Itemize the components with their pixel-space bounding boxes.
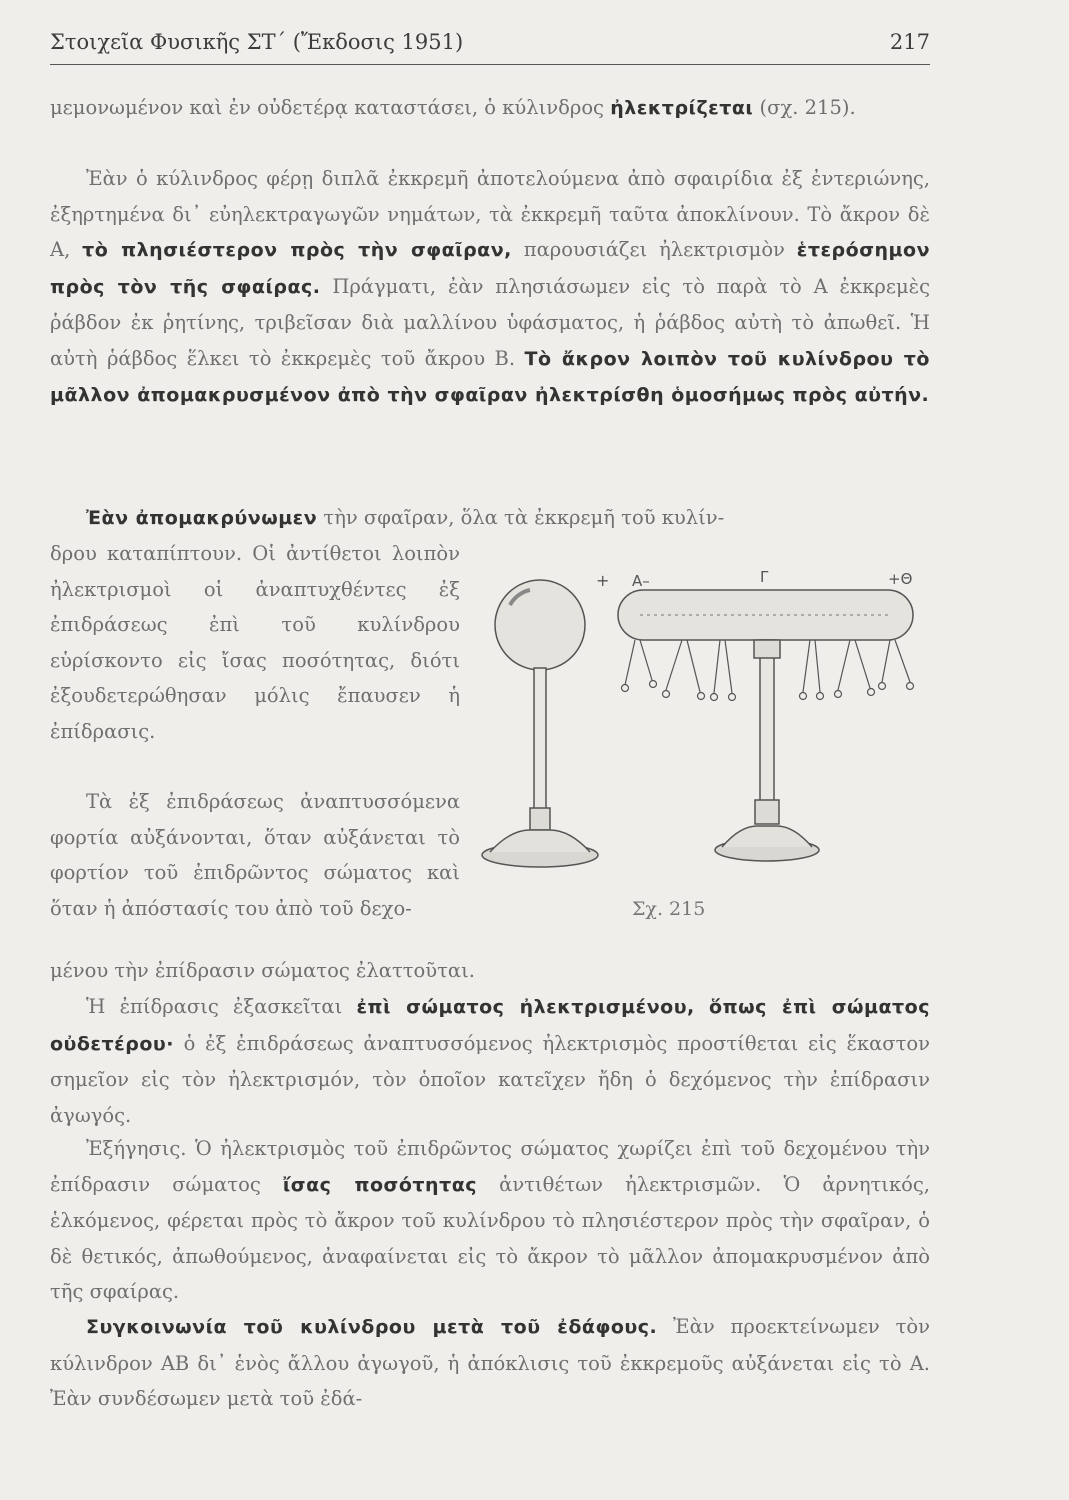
figure-label-a: A–	[632, 572, 650, 590]
paragraph-4-narrow: Τὰ ἐξ ἐπιδράσεως ἀναπτυσσόμενα φορτία αὐξάνονται, ὅταν αὐξάνεται τὸ φορτίον τοῦ ἐπιδρῶντος σώματος καὶ ὅταν ἡ ἀπόστασίς του ἀπὸ τοῦ δεχο-	[50, 790, 460, 920]
paragraph-6: Ἐξήγησις. Ὁ ἠλεκτρισμὸς τοῦ ἐπιδρῶντος σώματος χωρίζει ἐπὶ τοῦ δεχομένου τὴν ἐπίδρασιν σώματος ἴσας ποσότητας ἀντιθέτων ἠλεκτρισμῶν. Ὁ ἀρνητικός, ἑλκόμενος, φέρεται πρὸς τὸ ἄκρον τοῦ κυλίνδρου τὸ πλησιέστερον πρὸς τὴν σφαῖραν, ὁ δὲ θετικός, ἀπωθούμενος, ἀναφαίνεται εἰς τὸ ἄκρον τὸ μᾶλλον ἀπομακρυσμένον ἀπὸ τῆς σφαίρας.	[50, 1137, 930, 1303]
paragraph-4-end: μένου τὴν ἐπίδρασιν σώματος ἐλαττοῦται.	[50, 959, 475, 982]
paragraph-3-start: Ἐὰν ἀπομακρύνωμεν τὴν σφαῖραν, ὅλα τὰ ἐκκρεμῆ τοῦ κυλίν-	[86, 506, 725, 529]
paragraph-1: μεμονωμένον καὶ ἐν οὐδετέρᾳ καταστάσει, ὁ κύλινδρος ἠλεκτρίζεται (σχ. 215).	[50, 96, 856, 119]
running-header	[50, 30, 930, 65]
paragraph-2: Ἐὰν ὁ κύλινδρος φέρῃ διπλᾶ ἐκκρεμῆ ἀποτελούμενα ἀπὸ σφαιρίδια ἐξ ἐντεριώνης, ἐξηρτημένα δι᾽ εὐηλεκτραγωγῶν νημάτων, τὰ ἐκκρεμῆ ταῦτα ἀποκλίνουν. Τὸ ἄκρον δὲ Α, τὸ πλησιέστερον πρὸς τὴν σφαῖραν, παρουσιάζει ἠλεκτρισμὸν ἑτερόσημον πρὸς τὸν τῆς σφαίρας. Πράγματι, ἐὰν πλησιάσωμεν εἰς τὸ παρὰ τὸ Α ἐκκρεμὲς ῥάβδον ἐκ ῥητίνης, τριβεῖσαν διὰ μαλλίνου ὑφάσματος, ἡ ῥάβδος αὐτὴ τὸ ἀπωθεῖ. Ἡ αὐτὴ ῥάβδος ἕλκει τὸ ἐκκρεμὲς τοῦ ἄκρου Β. Τὸ ἄκρον λοιπὸν τοῦ κυλίνδρου τὸ μᾶλλον ἀπομακρυσμένον ἀπὸ τὴν σφαῖραν ἠλεκτρίσθη ὁμοσήμως πρὸς αὐτήν.	[50, 167, 931, 406]
header-title: Στοιχεῖα Φυσικῆς ΣΤ΄ (Ἔκδοσις 1951)	[50, 30, 464, 54]
figure-label-b: +Θ	[888, 570, 913, 588]
figure-label-g: Γ	[760, 568, 769, 586]
charged-sphere	[482, 580, 598, 867]
insulated-cylinder	[618, 590, 913, 861]
figure-label-plus: +	[596, 571, 610, 590]
paragraph-3-narrow: δρου καταπίπτουν. Οἱ ἀντίθετοι λοιπὸν ἠλεκτρισμοὶ οἱ ἀναπτυχθέντες ἐξ ἐπιδράσεως ἐπὶ τοῦ κυλίνδρου εὑρίσκοντο εἰς ἴσας ποσότητας, διότι ἐξουδετερώθησαν μόλις ἔπαυσεν ἡ ἐπίδρασις.	[50, 542, 460, 743]
paragraph-7: Συγκοινωνία τοῦ κυλίνδρου μετὰ τοῦ ἐδάφους. Ἐὰν προεκτείνωμεν τὸν κύλινδρον ΑΒ δι᾽ ἑνὸς ἄλλου ἀγωγοῦ, ἡ ἀπόκλισις τοῦ ἐκκρεμοῦς αὐξάνεται εἰς τὸ Α. Ἐὰν συνδέσωμεν μετὰ τοῦ ἐδά-	[50, 1315, 930, 1410]
figure-caption: Σχ. 215	[632, 898, 706, 920]
paragraph-5: Ἡ ἐπίδρασις ἐξασκεῖται ἐπὶ σώματος ἠλεκτρισμένου, ὅπως ἐπὶ σώματος οὐδετέρου· ὁ ἐξ ἐπιδράσεως ἀναπτυσσόμενος ἠλεκτρισμὸς προστίθεται εἰς ἕκαστον σημεῖον εἰς τὸν ἠλεκτρισμόν, τὸν ὁποῖον κατεῖχεν ἤδη ὁ δεχόμενος τὴν ἐπίδρασιν ἀγωγός.	[50, 995, 930, 1127]
page-number: 217	[889, 30, 930, 54]
induction-apparatus-figure	[470, 560, 930, 880]
